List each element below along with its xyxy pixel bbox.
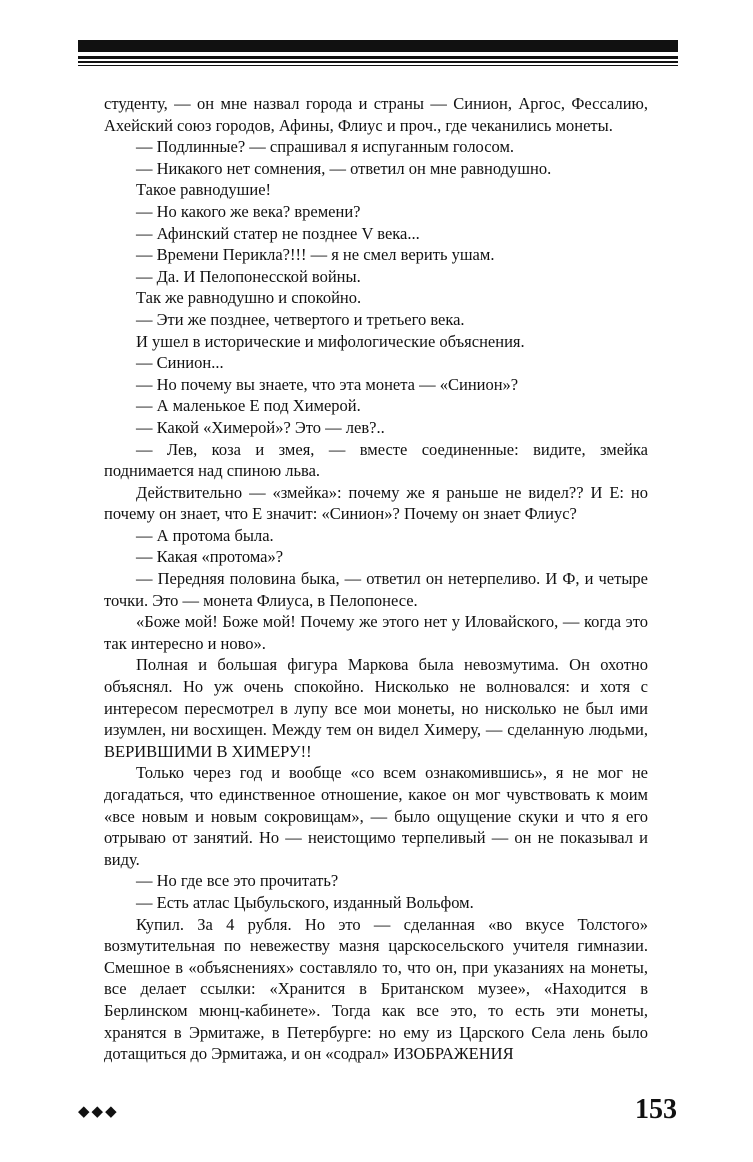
paragraph: — Подлинные? — спрашивал я испуганным голосом.	[136, 137, 515, 157]
paragraph: — А маленькое Е под Химерой.	[136, 396, 361, 416]
header-rule-thick-bar	[78, 40, 678, 52]
diamond-ornament-icon: ◆◆◆	[78, 1102, 119, 1120]
paragraph: — Времени Перикла?!!! — я не смел верить ушам.	[136, 245, 495, 265]
paragraph: Только через год и вообще «со всем ознакомившись», я не мог не догадаться, что единственное отношение, какое он мог чувствовать к моим «все новым и новым сокровищам», — было ощущение скуки и что я его отрываю от занятий. Но — неистощимо терпеливый — он не показывал и виду.	[104, 763, 648, 869]
paragraph: — Да. И Пелопонесской войны.	[136, 266, 361, 286]
paragraph: «Боже мой! Боже мой! Почему же этого нет у Иловайского, — когда это так интересно и ново».	[104, 612, 648, 653]
paragraph: студенту, — он мне назвал города и страны — Синион, Аргос, Фессалию, Ахейский союз городов, Афины, Флиус и проч., где чеканились монеты.	[104, 94, 648, 135]
page-number: 153	[635, 1094, 677, 1125]
paragraph: — Но какого же века? времени?	[136, 201, 361, 221]
paragraph: Так же равнодушно и спокойно.	[136, 288, 362, 308]
paragraph: И ушел в исторические и мифологические объяснения.	[136, 331, 525, 351]
paragraph: — Есть атлас Цыбульского, изданный Вольфом.	[136, 892, 474, 912]
header-rule-line	[78, 56, 678, 59]
paragraph: — Какая «протома»?	[136, 547, 284, 567]
paragraph: — А протома была.	[136, 525, 274, 545]
page-body-text	[104, 93, 648, 1065]
paragraph: — Но где все это прочитать?	[136, 871, 339, 891]
paragraph: — Никакого нет сомнения, — ответил он мне равнодушно.	[136, 158, 552, 178]
paragraph: — Какой «Химерой»? Это — лев?..	[136, 417, 385, 437]
paragraph: — Эти же позднее, четвертого и третьего века.	[136, 309, 465, 329]
header-rule-line	[78, 61, 678, 63]
page-footer	[78, 1094, 677, 1128]
paragraph: — Передняя половина быка, — ответил он нетерпеливо. И Ф, и четыре точки. Это — монета Флиуса, в Пелопонесе.	[104, 569, 648, 610]
paragraph: Такое равнодушие!	[136, 180, 272, 200]
paragraph: — Лев, коза и змея, — вместе соединенные: видите, змейка поднимается над спиною льва.	[104, 439, 648, 481]
paragraph: Полная и большая фигура Маркова была невозмутима. Он охотно объяснял. Но уж очень спокойно. Нисколько не волновался: и хотя с интересом пересмотрел в лупу все мои монеты, но нисколько не был ими изумлен, ни восхищен. Между тем он видел Химеру, — сделанную людьми, ВЕРИВШИМИ В ХИМЕРУ!!	[104, 655, 648, 761]
paragraph: — Афинский статер не позднее V века...	[136, 223, 420, 243]
header-rule	[78, 40, 678, 70]
paragraph: Купил. За 4 рубля. Но это — сделанная «во вкусе Толстого» возмутительная по невежеству мазня царскосельского учителя гимназии. Смешное в «объяснениях» составляло то, что он, при указаниях на монеты, все делает ссылки: «Хранится в Британском музее», «Находится в Берлинском мюнц-кабинете». Тогда как все это, то есть эти монеты, хранятся в Эрмитаже, в Петербурге: но ему из Царского Села лень было дотащиться до Эрмитажа, и он «содрал» ИЗОБРАЖЕНИЯ	[104, 914, 648, 1064]
paragraph: — Синион...	[136, 353, 224, 373]
paragraph: Действительно — «змейка»: почему же я раньше не видел?? И Е: но почему он знает, что Е значит: «Синион»? Почему он знает Флиус?	[104, 482, 648, 524]
header-rule-line	[78, 65, 678, 66]
paragraph: — Но почему вы знаете, что эта монета — «Синион»?	[136, 374, 519, 394]
